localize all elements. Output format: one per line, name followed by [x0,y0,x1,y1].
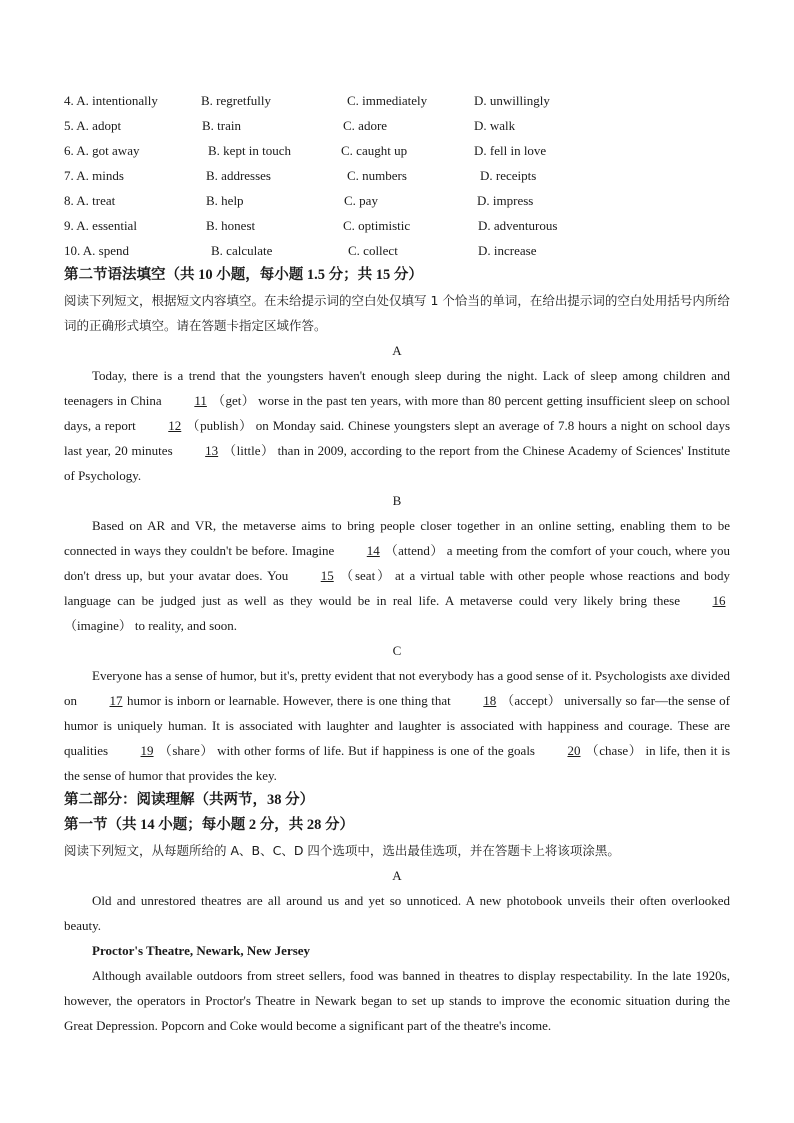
passage-text: on Monday said. Chinese youngsters slept an average of 7.8 hours a night on school days last year, 20 minutes [64,418,730,458]
option-c: C. optimistic [343,218,411,233]
option-d: D. receipts [480,168,537,183]
passage-text: worse in the past ten years, with more than 80 percent getting insufficient sleep on school days, a report [64,393,730,433]
hint-word: （imagine） [64,618,132,633]
option-c: C. collect [348,243,398,258]
hint-word: （seat） [338,568,392,583]
hint-word: （attend） [384,543,444,558]
passage-text: Today, there is a trend that the youngsters haven't enough sleep during the night. Lack of sleep among children and teenagers in China [64,368,730,408]
option-a: 6. A. got away [64,143,140,158]
hint-word: （accept） [500,693,562,708]
passage-text: with other forms of life. But if happiness is one of the goals [217,743,535,758]
passage-text: a meeting from the comfort of your couch, where you don't dress up, but your avatar does. You [64,543,730,583]
exam-page [64,88,730,1038]
blank-18: 18 [483,693,497,708]
option-b: B. regretfully [201,93,272,108]
option-row [64,213,730,238]
passage-text: than in 2009, according to the report from the Chinese Academy of Sciences' Institute of Psychology. [64,443,730,483]
blank-15: 15 [320,568,334,583]
option-c: C. caught up [341,143,408,158]
option-c: C. immediately [347,93,428,108]
option-d: D. impress [477,193,534,208]
option-d: D. fell in love [474,143,547,158]
passage-letter: B [392,493,402,508]
passage-paragraph [64,513,730,638]
passage-letter: C [392,643,402,658]
option-b: B. train [202,118,241,133]
option-d: D. increase [478,243,537,258]
blank-19: 19 [140,743,154,758]
passage-letter: A [392,343,402,358]
options-list [64,88,730,263]
option-b: B. addresses [206,168,271,183]
option-row [64,188,730,213]
blank-14: 14 [366,543,380,558]
option-a: 5. A. adopt [64,118,122,133]
passage-text: universally so far—the sense of humor is uniquely human. It is associated with laughter and laughter is associated with happiness and courage. These are qualities [64,693,730,758]
option-row [64,88,730,113]
passage-text: Based on AR and VR, the metaverse aims to bring people closer together in an online setting, enabling them to be connected in ways they couldn't be before. Imagine [64,518,730,558]
passage-paragraph [64,363,730,488]
blank-20: 20 [567,743,581,758]
part-heading: 第二部分：阅读理解（共两节，38 分） [64,792,315,808]
option-row [64,113,730,138]
passage-subtitle: Proctor's Theatre, Newark, New Jersey [92,943,311,958]
passage-letter: A [392,868,402,883]
passage-text: in life, then it is the sense of humor that provides the key. [64,743,731,783]
option-b: B. honest [206,218,256,233]
option-d: D. walk [474,118,516,133]
blank-16: 16 [712,593,726,608]
option-a: 8. A. treat [64,193,116,208]
option-d: D. unwillingly [474,93,550,108]
hint-word: （little） [222,443,275,458]
option-row [64,138,730,163]
hint-word: （get） [211,393,256,408]
option-row [64,163,730,188]
blank-17: 17 [109,693,123,708]
blank-11: 11 [194,393,207,408]
option-b: B. kept in touch [208,143,292,158]
option-b: B. calculate [211,243,273,258]
hint-word: （chase） [584,743,643,758]
option-row [64,238,730,263]
option-c: C. adore [343,118,388,133]
blank-12: 12 [168,418,182,433]
passage-text: humor is inborn or learnable. However, there is one thing that [127,693,451,708]
passage-text: Everyone has a sense of humor, but it's, pretty evident that not everybody has a good sense of it. Psychologists axe divided on [64,668,730,708]
option-a: 9. A. essential [64,218,137,233]
option-c: C. numbers [347,168,407,183]
passage-body: Although available outdoors from street sellers, food was banned in theatres to display respectability. In the late 1920s, however, the operators in Proctor's Theatre in Newark began to set up stands to improve the economic situation during the Great Depression. Popcorn and Coke would become a significant part of the theatre's income. [64,968,730,1033]
blank-13: 13 [205,443,219,458]
option-b: B. help [206,193,244,208]
section-instructions: 阅读下列短文，根据短文内容填空。在未给提示词的空白处仅填写 1 个恰当的单词，在给出提示词的空白处用括号内所给词的正确形式填空。请在答题卡指定区域作答。 [64,293,730,333]
section-heading: 第二节语法填空（共 10 小题，每小题 1.5 分；共 15 分） [64,267,423,283]
passage-text: at a virtual table with other people whose reactions and body language can be judged just as well as they would be in real life. A metaverse could very likely bring these [64,568,731,608]
passage-paragraph [64,663,730,788]
option-c: C. pay [344,193,378,208]
option-a: 10. A. spend [64,243,129,258]
passage-intro: Old and unrestored theatres are all around us and yet so unnoticed. A new photobook unveils their often overlooked beauty. [64,893,730,933]
option-d: D. adventurous [478,218,558,233]
option-a: 7. A. minds [64,168,124,183]
hint-word: （share） [158,743,215,758]
option-a: 4. A. intentionally [64,93,158,108]
section-heading: 第一节（共 14 小题；每小题 2 分，共 28 分） [64,817,354,833]
passage-text: to reality, and soon. [134,618,237,633]
section-instructions: 阅读下列短文，从每题所给的 A、B、C、D 四个选项中，选出最佳选项，并在答题卡上将该项涂黑。 [64,843,620,858]
hint-word: （publish） [185,418,253,433]
